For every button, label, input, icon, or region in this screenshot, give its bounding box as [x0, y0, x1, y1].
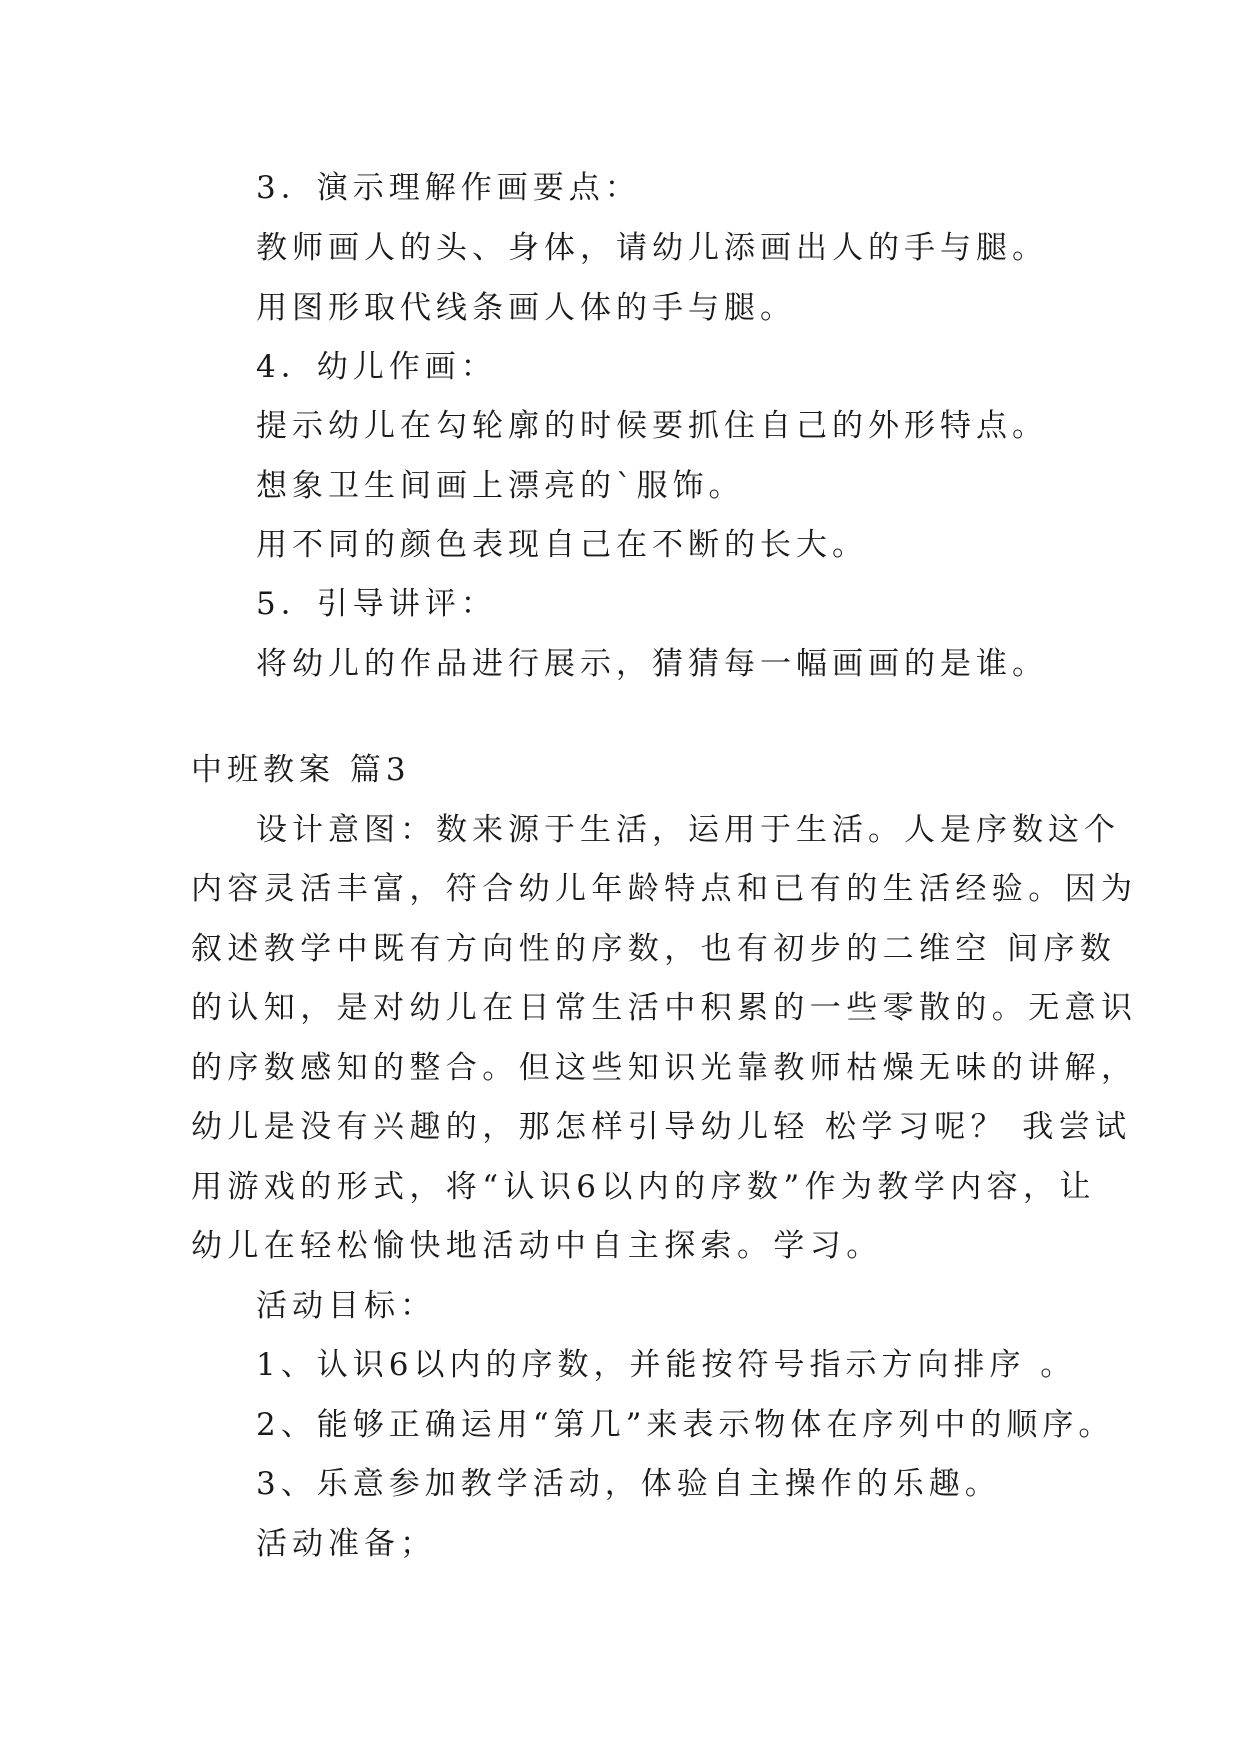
prep-title: 活动准备；: [256, 1526, 436, 1562]
section-heading: 中班教案 篇3: [191, 752, 411, 788]
paragraph-line: 内容灵活丰富，符合幼儿年龄特点和已有的生活经验。因为: [191, 871, 1138, 907]
step-3-line-2: 用图形取代线条画人体的手与腿。: [256, 290, 796, 326]
step-5-title: 5．引导讲评：: [256, 586, 497, 622]
goal-item-3: 3、乐意参加教学活动，体验自主操作的乐趣。: [256, 1466, 1001, 1502]
paragraph-line: 幼儿是没有兴趣的，那怎样引导幼儿轻 松学习呢？ 我尝试: [191, 1109, 1132, 1145]
goals-title: 活动目标：: [256, 1288, 436, 1324]
paragraph-line: 的序数感知的整合。但这些知识光靠教师枯燥无味的讲解，: [191, 1050, 1138, 1086]
step-4-line-3: 用不同的颜色表现自己在不断的长大。: [256, 527, 868, 563]
goal-item-2: 2、能够正确运用“第几”来表示物体在序列中的顺序。: [256, 1407, 1115, 1443]
paragraph-line: 叙述教学中既有方向性的序数，也有初步的二维空 间序数: [191, 931, 1117, 967]
step-4-line-2: 想象卫生间画上漂亮的`服饰。: [256, 468, 745, 504]
step-4-title: 4．幼儿作画：: [256, 349, 497, 385]
paragraph-line: 用游戏的形式，将“认识6以内的序数”作为教学内容，让: [191, 1169, 1096, 1205]
step-4-line-1: 提示幼儿在勾轮廓的时候要抓住自己的外形特点。: [256, 408, 1048, 444]
step-3-line-1: 教师画人的头、身体，请幼儿添画出人的手与腿。: [256, 230, 1048, 266]
step-5-line-1: 将幼儿的作品进行展示，猜猜每一幅画画的是谁。: [256, 646, 1048, 682]
paragraph-line: 设计意图：数来源于生活，运用于生活。人是序数这个: [256, 812, 1120, 848]
goal-item-1: 1、认识6以内的序数，并能按符号指示方向排序 。: [256, 1347, 1077, 1383]
step-3-title: 3．演示理解作画要点：: [256, 170, 641, 206]
paragraph-line: 的认知，是对幼儿在日常生活中积累的一些零散的。无意识: [191, 990, 1138, 1026]
paragraph-line: 幼儿在轻松愉快地活动中自主探索。学习。: [191, 1228, 883, 1264]
